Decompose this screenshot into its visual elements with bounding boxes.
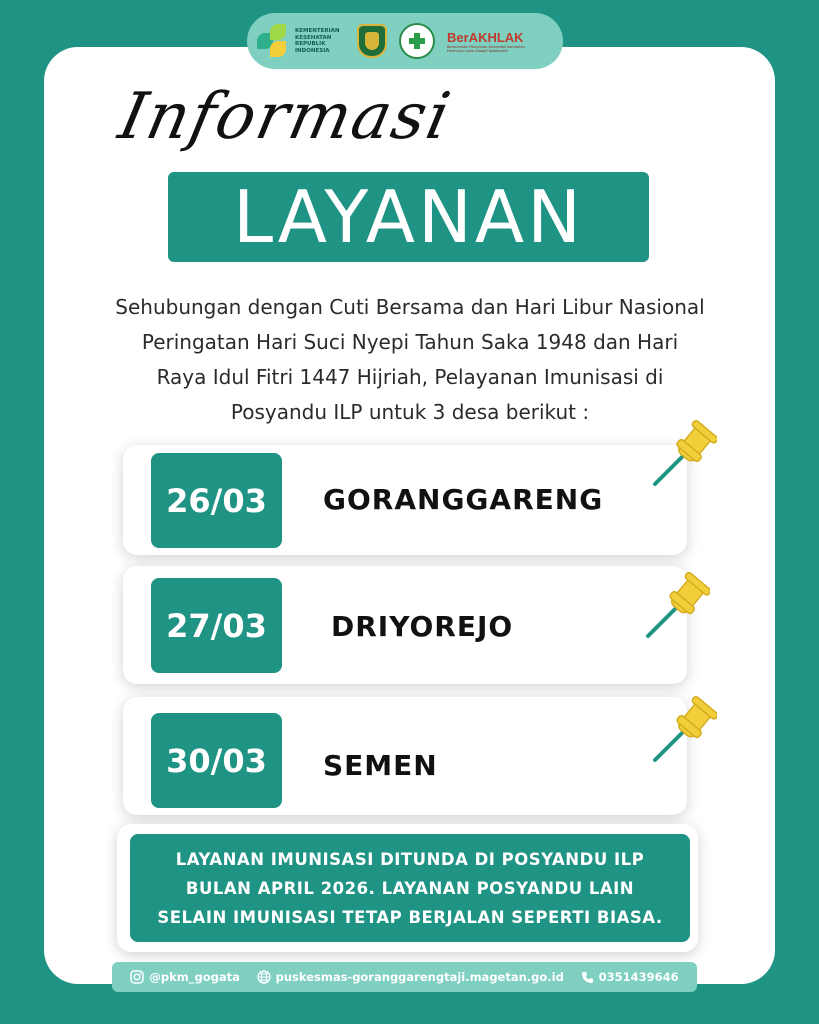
footer-instagram[interactable] <box>130 970 240 984</box>
berakhlak-logo <box>447 30 539 53</box>
push-pin-icon <box>640 570 710 650</box>
script-title: Informasi <box>112 80 458 154</box>
instagram-handle: @pkm_gogata <box>149 970 240 984</box>
push-pin-icon <box>647 694 717 774</box>
berakhlak-brand: BerAKHLAK <box>447 29 524 45</box>
title-banner <box>168 172 649 262</box>
schedule-village: DRIYOREJO <box>331 610 514 643</box>
schedule-row <box>123 445 687 555</box>
schedule-row <box>123 566 687 684</box>
kemenkes-leaf-icon <box>257 24 291 58</box>
notice-line: SELAIN IMUNISASI TETAP BERJALAN SEPERTI BIASA. <box>157 907 663 927</box>
schedule-date: 27/03 <box>151 578 282 673</box>
intro-line: Posyandu ILP untuk 3 desa berikut : <box>230 400 590 424</box>
intro-line: Raya Idul Fitri 1447 Hijriah, Pelayanan Imunisasi di <box>156 365 664 389</box>
berakhlak-sub: Berorientasi Pelayanan Akuntabel Kompeten Harmonis Loyal Adaptif Kolaboratif <box>447 44 525 53</box>
logo-bar <box>247 13 563 69</box>
schedule-row <box>123 697 687 815</box>
notice-banner <box>130 834 690 942</box>
regency-seal-icon <box>357 24 387 58</box>
phone-icon <box>581 971 594 984</box>
intro-line: Sehubungan dengan Cuti Bersama dan Hari Libur Nasional <box>115 295 705 319</box>
schedule-village: SEMEN <box>323 749 438 782</box>
intro-text <box>60 290 760 430</box>
push-pin-icon <box>647 418 717 498</box>
phone-number: 0351439646 <box>598 970 679 984</box>
footer-website[interactable] <box>257 970 564 984</box>
instagram-icon <box>130 970 144 984</box>
intro-line: Peringatan Hari Suci Nyepi Tahun Saka 1948 dan Hari <box>141 330 679 354</box>
kemenkes-text: KEMENTERIAN KESEHATAN REPUBLIK INDONESIA <box>295 28 340 54</box>
notice-line: LAYANAN IMUNISASI DITUNDA DI POSYANDU ILP <box>175 849 645 869</box>
schedule-date: 26/03 <box>151 453 282 548</box>
notice-card <box>117 824 698 952</box>
footer-phone[interactable] <box>581 970 679 984</box>
schedule-date: 30/03 <box>151 713 282 808</box>
globe-icon <box>257 970 271 984</box>
schedule-village: GORANGGARENG <box>323 483 604 516</box>
puskesmas-cross-icon <box>399 23 435 59</box>
footer-contact-bar <box>112 962 697 992</box>
notice-line: BULAN APRIL 2026. LAYANAN POSYANDU LAIN <box>185 878 635 898</box>
kemenkes-logo <box>257 24 345 58</box>
main-title: LAYANAN <box>232 175 585 259</box>
website-url: puskesmas-goranggarengtaji.magetan.go.id <box>275 970 564 984</box>
